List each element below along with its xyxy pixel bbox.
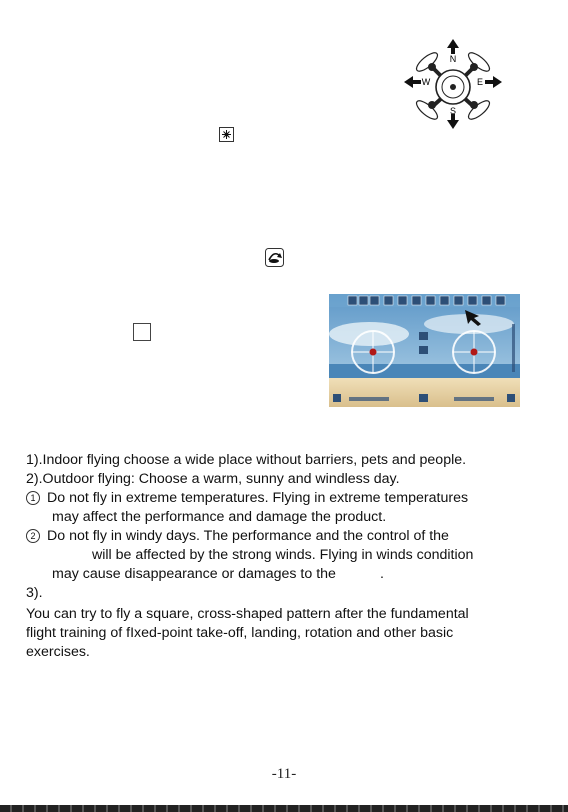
page-bottom-border [0, 805, 568, 812]
outdoor-flying-line: 2).Outdoor flying: Choose a warm, sunny and windless day. [26, 471, 400, 487]
app-control-screen [329, 294, 520, 407]
compass-west: W [421, 77, 431, 87]
indoor-flying-line: 1).Indoor flying choose a wide place without barriers, pets and people. [26, 452, 467, 468]
warning-item-2-line-b: will be affected by the strong winds. Flying in winds condition [92, 547, 474, 563]
compass-east: E [476, 77, 484, 87]
compass-north: N [449, 54, 457, 64]
warning-item-1-line-a: 1 Do not fly in extreme temperatures. Flying in extreme temperatures [26, 489, 468, 508]
paragraph-line-1: You can try to fly a square, cross-shaped pattern after the fundamental [26, 606, 469, 622]
warning-item-2-line-c: may cause disappearance or damages to the . [52, 566, 384, 582]
circled-number-1: 1 [26, 491, 40, 505]
blank-square-icon [133, 323, 151, 341]
warning-item-1-line-b: may affect the performance and damage the product. [52, 509, 387, 525]
item-3-line: 3). [26, 585, 43, 601]
warning-item-2-line-a: 2 Do not fly in windy days. The performance and the control of the [26, 527, 449, 546]
drone-direction-diagram [403, 38, 503, 130]
sun-light-icon [219, 127, 234, 142]
drone-flip-icon [265, 248, 284, 267]
circled-number-2: 2 [26, 529, 40, 543]
compass-south: S [449, 106, 457, 116]
page-number: -11- [271, 766, 297, 782]
paragraph-line-3: exercises. [26, 644, 90, 660]
paragraph-line-2: flight training of fIxed-point take-off, landing, rotation and other basic [26, 625, 454, 641]
